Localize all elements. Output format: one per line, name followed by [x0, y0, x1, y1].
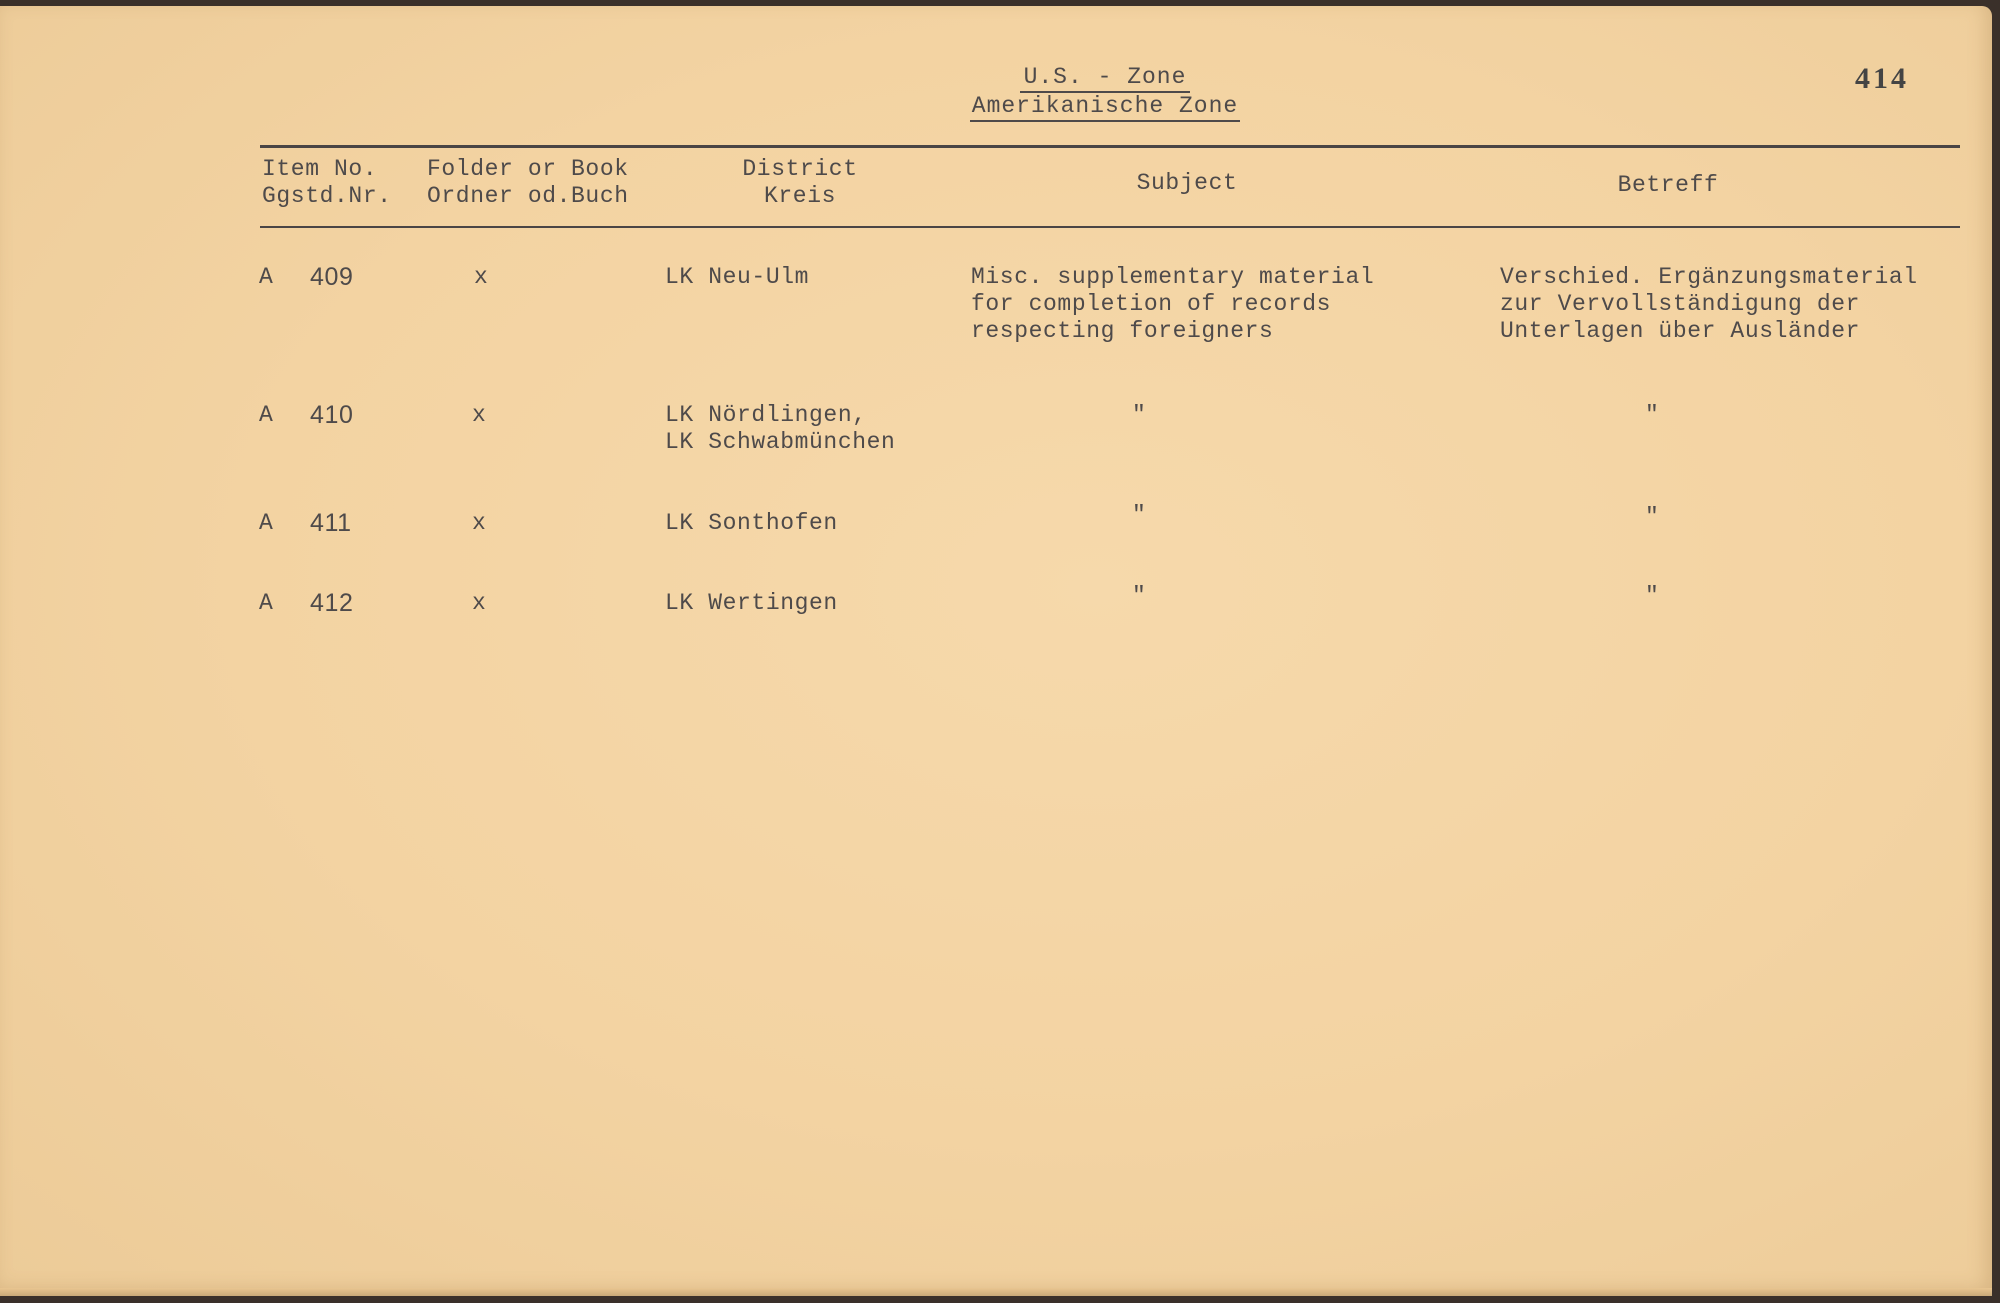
- column-header-item: [262, 156, 392, 210]
- column-header-district-de: Kreis: [763, 183, 836, 209]
- item-prefix: A: [259, 590, 274, 616]
- district-cell: LK Neu-Ulm: [665, 264, 810, 290]
- district-cell: LK Wertingen: [665, 590, 838, 616]
- column-header-district: [700, 156, 900, 210]
- column-header-item-en: Item No.: [262, 156, 378, 182]
- subject-cell: ": [1132, 583, 1147, 609]
- folder-mark: x: [472, 402, 487, 428]
- district-cell: LK Nördlingen, LK Schwabmünchen: [665, 402, 896, 455]
- column-header-folder-en: Folder or Book: [427, 156, 629, 182]
- header-bottom-rule: [260, 226, 1960, 228]
- betreff-cell: ": [1645, 402, 1660, 428]
- subject-cell: ": [1132, 402, 1147, 428]
- item-prefix: A: [259, 510, 274, 536]
- item-prefix: A: [259, 264, 274, 290]
- item-number: 409: [310, 263, 354, 291]
- zone-heading: [955, 64, 1255, 122]
- column-header-item-de: Ggstd.Nr.: [262, 183, 392, 209]
- column-header-folder: [427, 156, 629, 210]
- document-page: [0, 6, 1992, 1296]
- column-header-district-en: District: [742, 156, 858, 182]
- betreff-cell: ": [1645, 504, 1660, 530]
- header-top-rule: [260, 145, 1960, 148]
- folder-mark: x: [472, 590, 487, 616]
- column-header-folder-de: Ordner od.Buch: [427, 183, 629, 209]
- item-prefix: A: [259, 402, 274, 428]
- item-number: 411: [310, 509, 352, 537]
- page-number: 414: [1855, 62, 1909, 95]
- folder-mark: x: [472, 510, 487, 536]
- zone-heading-english: U.S. - Zone: [1020, 64, 1191, 93]
- column-header-subject: Subject: [1136, 170, 1238, 196]
- subject-cell: Misc. supplementary material for completion of records respecting foreigners: [971, 264, 1375, 344]
- item-number: 412: [310, 589, 354, 617]
- district-cell: LK Sonthofen: [665, 510, 838, 536]
- page-bottom-edge: [0, 1288, 1992, 1296]
- zone-heading-german: Amerikanische Zone: [970, 93, 1240, 122]
- betreff-cell: Verschied. Ergänzungsmaterial zur Vervollständigung der Unterlagen über Ausländer: [1500, 264, 1918, 344]
- betreff-cell: ": [1645, 583, 1660, 609]
- subject-cell: ": [1132, 502, 1147, 528]
- column-header-betreff: Betreff: [1617, 172, 1719, 198]
- item-number: 410: [310, 401, 354, 429]
- folder-mark: x: [474, 264, 489, 290]
